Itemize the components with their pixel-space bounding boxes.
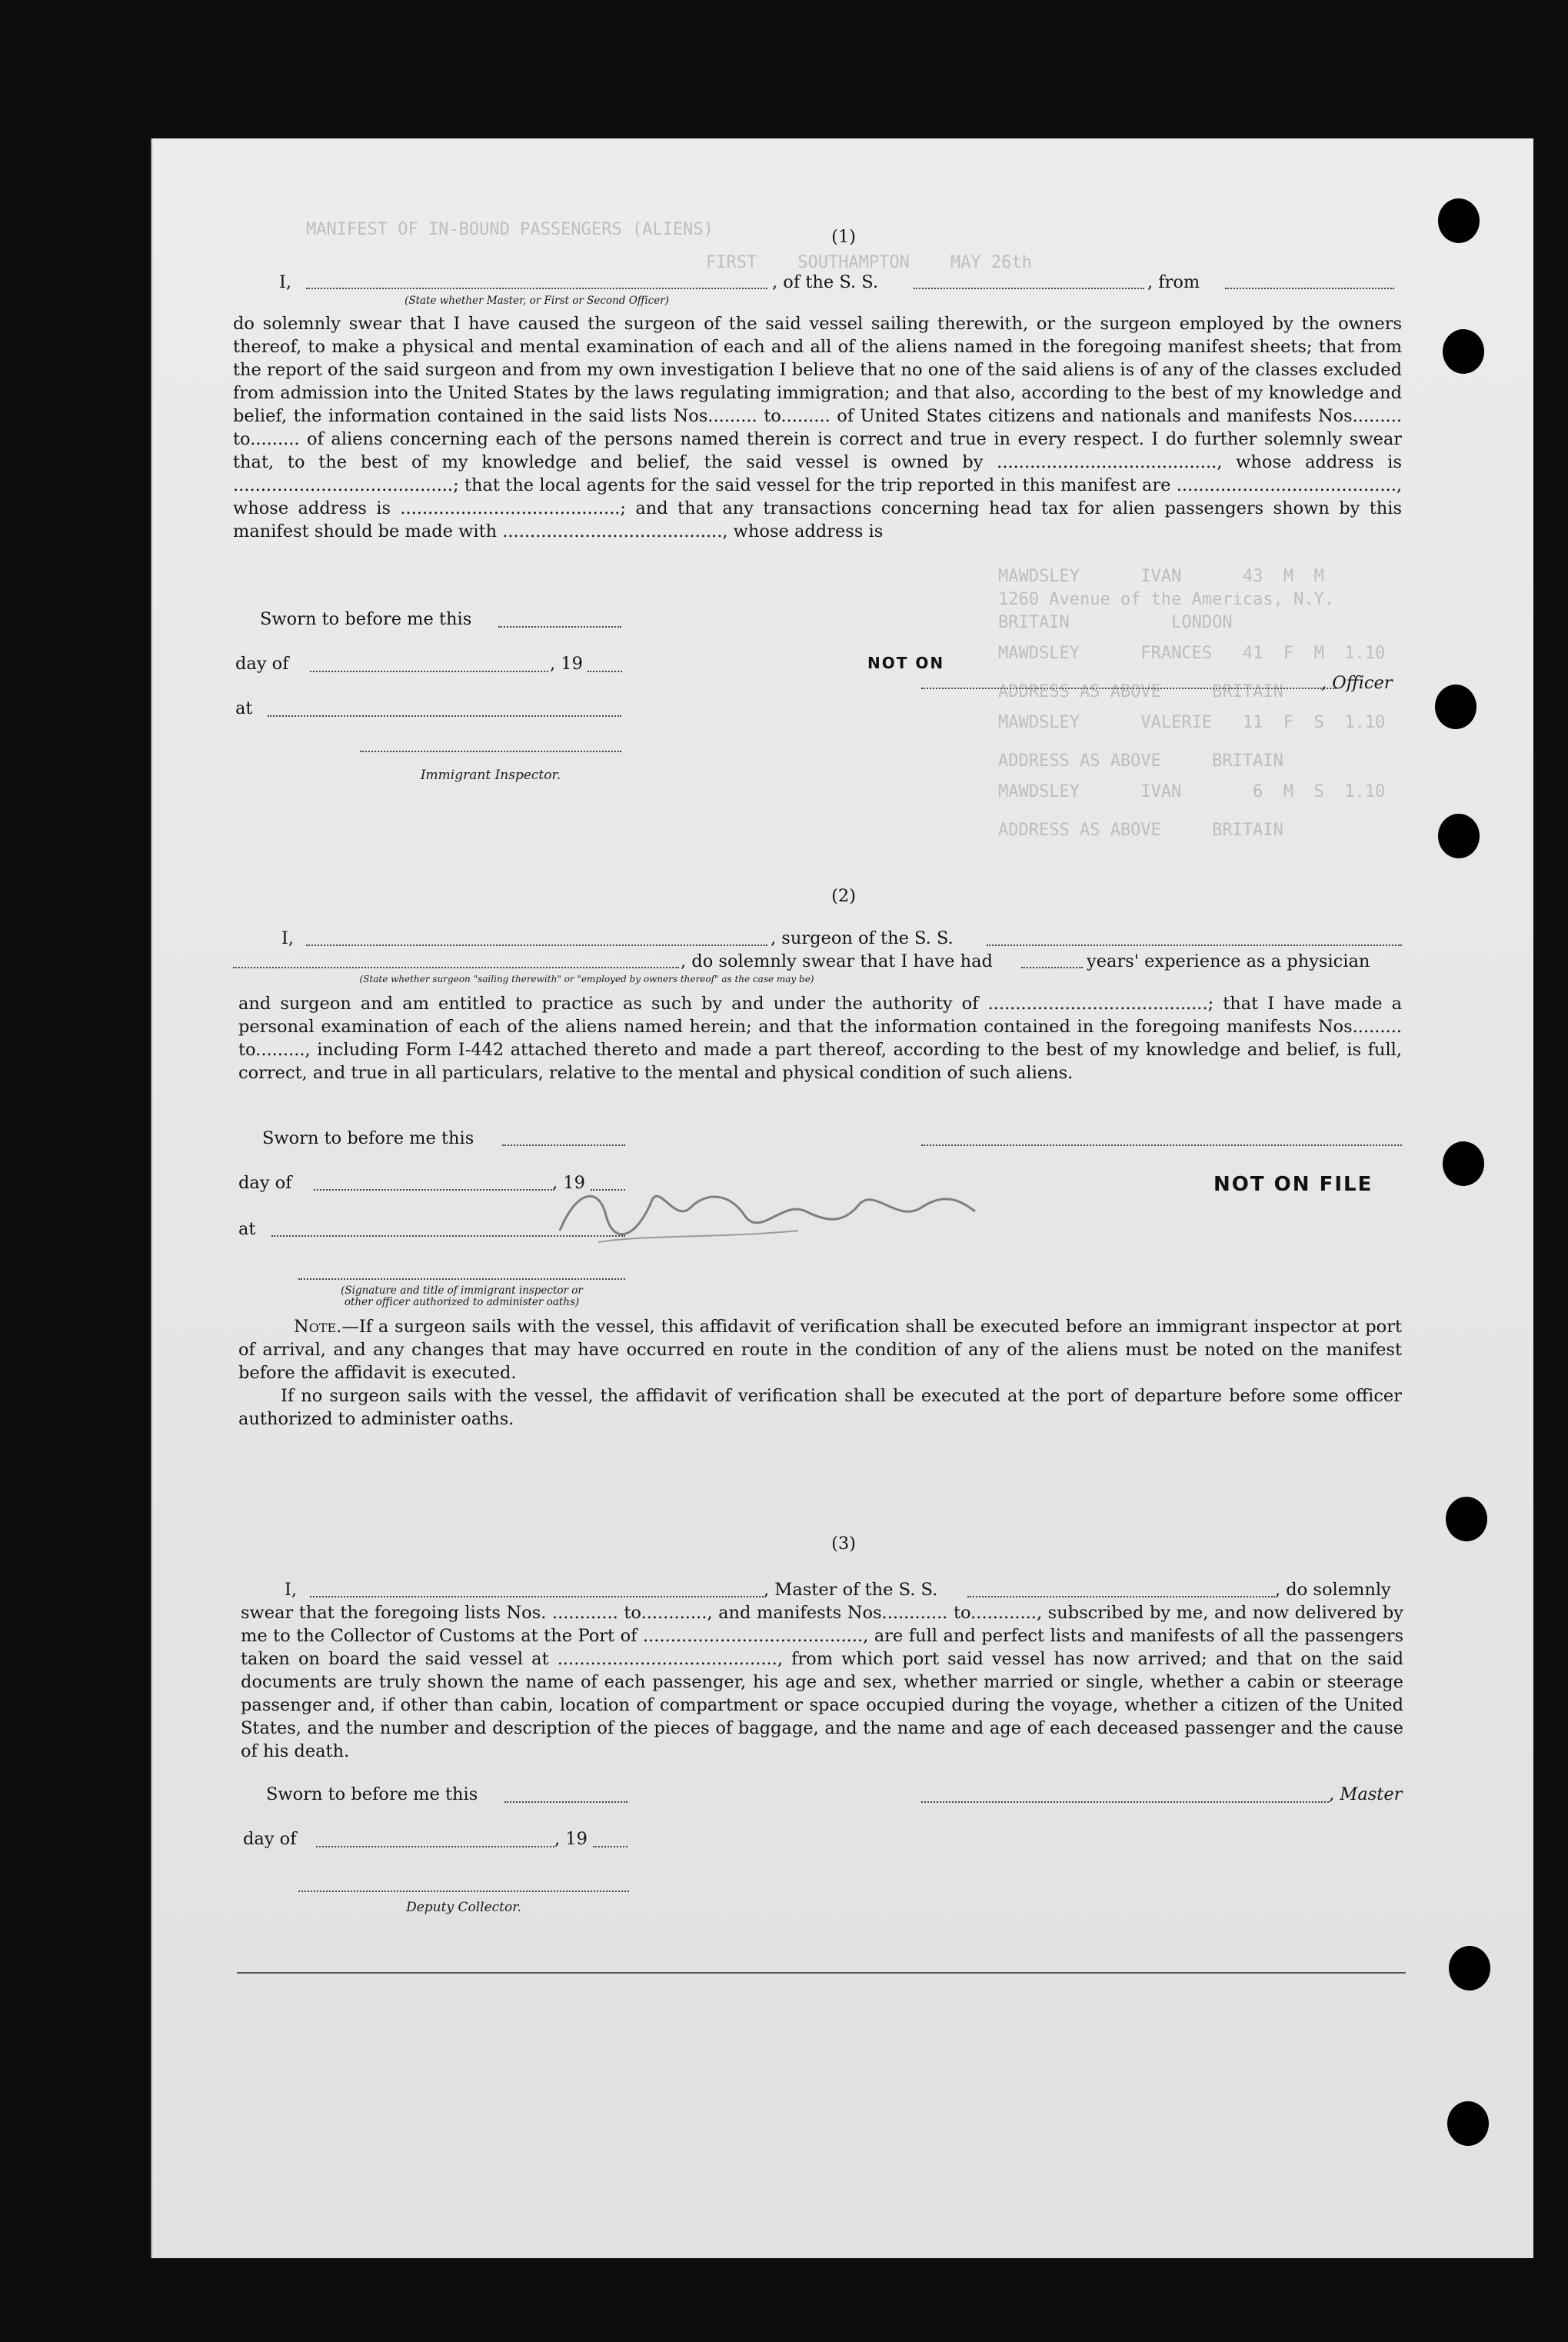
sworn-date-field[interactable] bbox=[498, 626, 621, 628]
section-2-year: , 19 bbox=[552, 1173, 585, 1193]
surgeon-vessel-field[interactable] bbox=[987, 944, 1402, 946]
section-2-at: at bbox=[238, 1219, 256, 1239]
section-2-sig-note-1: (Signature and title of immigrant inspector or bbox=[341, 1284, 583, 1297]
bleed-row: MAWDSLEY IVAN 6 M S 1.10 bbox=[998, 782, 1386, 801]
section-3-master-label: , Master bbox=[1329, 1784, 1403, 1804]
bleed-title: MANIFEST OF IN-BOUND PASSENGERS (ALIENS) bbox=[306, 220, 714, 239]
year-field-3[interactable] bbox=[593, 1846, 628, 1847]
section-3-master-of: , Master of the S. S. bbox=[764, 1580, 938, 1600]
section-1-year: , 19 bbox=[550, 654, 583, 674]
punch-hole bbox=[1447, 2101, 1489, 2146]
bottom-rule bbox=[237, 1972, 1406, 1974]
bleed-ship-line: FIRST SOUTHAMPTON MAY 26th bbox=[706, 253, 1032, 272]
day-of-field-2[interactable] bbox=[314, 1189, 552, 1191]
officer-signature-line[interactable] bbox=[921, 688, 1337, 689]
note-label: Note. bbox=[294, 1317, 342, 1337]
port-from-field[interactable] bbox=[1225, 288, 1394, 289]
section-1-inspector-label: Immigrant Inspector. bbox=[420, 768, 561, 783]
bleed-row: 1260 Avenue of the Americas, N.Y. bbox=[998, 590, 1335, 609]
section-2-i: I, bbox=[281, 928, 295, 948]
handwritten-signature bbox=[552, 1169, 983, 1254]
surgeon-signature-line[interactable] bbox=[921, 1144, 1402, 1146]
punch-hole bbox=[1449, 1946, 1490, 1991]
manifest-page bbox=[151, 138, 1533, 2258]
section-3-vessel-field[interactable] bbox=[967, 1596, 1275, 1597]
bleed-row: ADDRESS AS ABOVE BRITAIN bbox=[998, 682, 1283, 701]
section-2-day-of: day of bbox=[238, 1173, 292, 1193]
section-2-surgeon-of: , surgeon of the S. S. bbox=[771, 928, 954, 948]
sworn-date-field-3[interactable] bbox=[504, 1801, 628, 1803]
punch-hole bbox=[1443, 1141, 1484, 1186]
punch-hole bbox=[1443, 329, 1484, 374]
section-1-at: at bbox=[235, 698, 253, 718]
bleed-row: MAWDSLEY VALERIE 11 F S 1.10 bbox=[998, 713, 1386, 732]
section-3-number: (3) bbox=[831, 1534, 856, 1554]
bleed-row: ADDRESS AS ABOVE BRITAIN bbox=[998, 821, 1283, 840]
section-1-oath-text: do solemnly swear that I have caused the surgeon of the said vessel sailing therewith, or the surgeon employed by the owners thereof, to make a physical and mental examination of each and all of the aliens named in the foregoing manifest sheets; that from the report of the said surgeon and from my own investigation I believe that no one of the said aliens is of any of the classes excluded from admission into the United States by the laws regulating immigration; and that also, according to the best of my knowledge and belief, the information contained in the said lists Nos......... to......... of United States citizens and nationals and manifests Nos......... to......... of aliens concerning each of the persons named therein is correct and true in every respect. I do further solemnly swear that, to the best of my knowledge and belief, the said vessel is owned by ........................................, whose address is ........................................; that the local agents for the said vessel for the trip reported in this manifest are ........................................, whose address is ........................................; and that any transactions concerning head tax for alien passengers shown by this manifest should be made with ........................................, whose address is bbox=[233, 314, 1402, 541]
section-2-state-note: (State whether surgeon "sailing therewith" or "employed by owners thereof" as the case may be) bbox=[359, 974, 814, 984]
section-3-collector-label: Deputy Collector. bbox=[406, 1900, 521, 1915]
master-signature-line[interactable] bbox=[921, 1801, 1329, 1803]
section-3-year: , 19 bbox=[554, 1829, 588, 1849]
section-3-i: I, bbox=[285, 1580, 298, 1600]
section-2-oath-text: and surgeon and am entitled to practice as such by and under the authority of ........................................; that I have made a personal examination of each of the aliens named herein; and that the information contained in the foregoing manifests Nos......... to........., including Form I-442 attached thereto and made a part thereof, according to the best of my knowledge and belief, is full, correct, and true in all particulars, relative to the mental and physical condition of such aliens. bbox=[238, 994, 1402, 1083]
section-2-years-experience: years' experience as a physician bbox=[1087, 951, 1370, 971]
sworn-date-field-2[interactable] bbox=[502, 1144, 625, 1146]
section-2-swear-had: , do solemnly swear that I have had bbox=[681, 951, 993, 971]
section-3-sworn: Sworn to before me this bbox=[266, 1784, 478, 1804]
section-1-sworn: Sworn to before me this bbox=[260, 609, 472, 629]
section-2-sig-note-2: other officer authorized to administer oaths) bbox=[344, 1296, 580, 1308]
year-field[interactable] bbox=[588, 671, 622, 672]
punch-hole bbox=[1438, 198, 1480, 243]
collector-signature-line[interactable] bbox=[298, 1891, 629, 1892]
section-2-sworn: Sworn to before me this bbox=[262, 1128, 474, 1148]
section-1-i: I, bbox=[279, 272, 292, 292]
punch-hole bbox=[1435, 685, 1476, 729]
section-3-name-field[interactable] bbox=[310, 1596, 764, 1597]
bleed-row: MAWDSLEY FRANCES 41 F M 1.10 bbox=[998, 644, 1386, 663]
administering-officer-signature-line[interactable] bbox=[298, 1278, 625, 1280]
years-experience-field[interactable] bbox=[1021, 967, 1083, 968]
section-1-number: (1) bbox=[831, 227, 856, 247]
section-1-officer-label: , Officer bbox=[1321, 673, 1393, 693]
at-field[interactable] bbox=[268, 715, 621, 717]
bleed-row: BRITAIN LONDON bbox=[998, 613, 1233, 632]
vessel-name-field[interactable] bbox=[914, 288, 1144, 289]
section-2-note-1 bbox=[238, 1315, 1402, 1384]
section-1-state-note: (State whether Master, or First or Second Officer) bbox=[404, 295, 669, 307]
master-name-field[interactable] bbox=[306, 288, 767, 289]
section-3-oath-text: swear that the foregoing lists Nos. ............ to............, and manifests Nos............ to............, subscribed by me, and now delivered by me to the Collector of Customs at the Port of ........................................, are full and perfect lists and manifests of all the passengers taken on board the said vessel at ........................................, from which port said vessel has now arrived; and that on the said documents are truly shown the name of each passenger, his age and sex, whether married or single, whether a cabin or steerage passenger and, if other than cabin, location of compartment or space occupied during the voyage, whether a citizen of the United States, and the number and description of the pieces of baggage, and the name and age of each deceased passenger and the cause of his death. bbox=[241, 1603, 1403, 1761]
section-1-day-of: day of bbox=[235, 654, 289, 674]
day-of-field-3[interactable] bbox=[316, 1846, 554, 1847]
inspector-signature-line[interactable] bbox=[360, 751, 621, 752]
section-3-do-solemnly: , do solemnly bbox=[1275, 1580, 1391, 1600]
section-1-from: , from bbox=[1147, 272, 1200, 292]
not-on-file-stamp: NOT ON bbox=[867, 654, 945, 672]
day-of-field[interactable] bbox=[310, 671, 548, 672]
surgeon-name-field[interactable] bbox=[306, 944, 767, 946]
section-3-day-of: day of bbox=[243, 1829, 297, 1849]
note-1-text: —If a surgeon sails with the vessel, this affidavit of verification shall be executed before an immigrant inspector at port of arrival, and any changes that may have occurred en route in the condition of any of the aliens must be noted on the manifest before the affidavit is executed. bbox=[238, 1317, 1402, 1383]
punch-hole bbox=[1446, 1497, 1487, 1541]
section-2-number: (2) bbox=[831, 886, 856, 906]
not-on-file-stamp-2: NOT ON FILE bbox=[1213, 1173, 1373, 1196]
section-1-of-ss: , of the S. S. bbox=[772, 272, 879, 292]
surgeon-status-field[interactable] bbox=[233, 967, 679, 968]
section-2-note-2: If no surgeon sails with the vessel, the affidavit of verification shall be executed at the port of departure before some officer authorized to administer oaths. bbox=[238, 1386, 1402, 1429]
bleed-row: ADDRESS AS ABOVE BRITAIN bbox=[998, 751, 1283, 771]
bleed-row: MAWDSLEY IVAN 43 M M bbox=[998, 567, 1324, 586]
punch-hole bbox=[1438, 814, 1480, 858]
